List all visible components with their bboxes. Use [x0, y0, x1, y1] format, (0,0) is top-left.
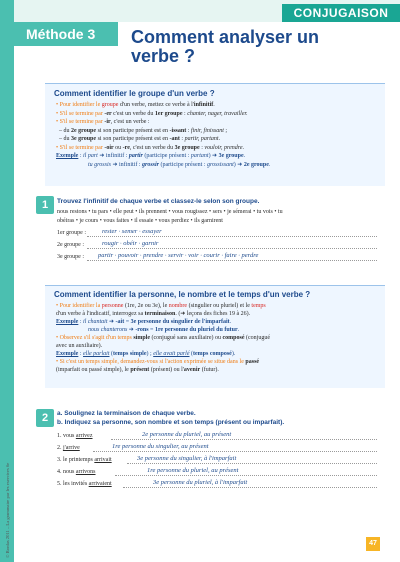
rule-line: avec un auxiliaire). — [56, 343, 103, 349]
rule-box-groupe — [45, 83, 385, 186]
answer-row[interactable] — [57, 253, 377, 262]
answer-row[interactable] — [57, 456, 377, 465]
handwritten-answer: rester · semer · essayer — [102, 228, 162, 235]
handwritten-answer: 3e personne du pluriel, à l'imparfait — [153, 479, 248, 486]
exercise-number: 1 — [36, 196, 54, 214]
answer-label: 3e groupe : — [57, 254, 84, 260]
answer-label: 1. vous arrivez — [57, 433, 93, 439]
rule-line: • Pour identifier le groupe d'un verbe, mettez ce verbe à l'infinitif. — [56, 102, 215, 108]
answer-row[interactable] — [57, 444, 377, 453]
handwritten-answer: 1re personne du singulier, au présent — [112, 443, 209, 450]
exercise-text-line: obéiras • je cours • vous faites • il essaie • vous perdiez • ils garnirent — [57, 217, 223, 224]
method-label: Méthode 3 — [26, 26, 96, 42]
answer-row[interactable] — [57, 480, 377, 489]
rule-line: • Si c'est un temps simple, demandez-vous si l'action exprimée se situe dans le passé — [56, 359, 260, 365]
exercise-title-a: a. Soulignez la terminaison de chaque verbe. — [57, 410, 196, 417]
handwritten-answer: 2e personne du pluriel, au présent — [142, 431, 232, 438]
answer-label: 5. les invités arrivaient — [57, 481, 112, 487]
answer-label: 4. nous arrivons — [57, 469, 96, 475]
answer-row[interactable] — [57, 241, 377, 250]
section-tag: CONJUGAISON — [282, 4, 400, 22]
answer-label: 2. j'arrive — [57, 445, 80, 451]
handwritten-answer: 1re personne du pluriel, au présent — [147, 467, 239, 474]
copyright-note: © Bordas 2011 – La grammaire par les exercices 6e — [5, 462, 10, 558]
rule-line: d'un verbe à l'indicatif, interrogez sa terminaison. (➜ leçons des fiches 19 à 26). — [56, 311, 251, 317]
rule-line: • Pour identifier la personne (1re, 2e ou 3e), le nombre (singulier ou pluriel) et le temps — [56, 303, 266, 309]
rule-line: • S'il se termine par -oir ou -re, c'est un verbe du 3e groupe : vouloir, prendre. — [56, 144, 245, 151]
rule-example: Exemple : elle parlait (temps simple) ; elle avait parlé (temps composé). — [56, 351, 236, 357]
answer-row[interactable] — [57, 229, 377, 238]
rule-title: Comment identifier la personne, le nombre et le temps d'un verbe ? — [54, 290, 311, 299]
rule-line: (imparfait ou passé simple), le présent (présent) ou l'avenir (futur). — [56, 367, 219, 373]
answer-label: 2e groupe : — [57, 242, 84, 248]
page-number: 47 — [366, 537, 380, 551]
page-title: Comment analyser un verbe ? — [131, 27, 320, 66]
handwritten-answer: partir · pouvoir · prendre · servir · voir · courir · faire · perdre — [98, 252, 259, 259]
exercise-text — [57, 208, 387, 225]
rule-line: • S'il se termine par -ir, c'est un verbe : — [56, 119, 150, 125]
exercise-text-line: nous restons • tu pars • elle peut • ils prennent • vous rougissez • sers • je sémerai • tu vois • tu — [57, 209, 283, 215]
rule-title: Comment identifier le groupe d'un verbe ? — [54, 89, 215, 98]
handwritten-answer: rougir · obéir · garnir — [102, 240, 159, 247]
exercise-title: Trouvez l'infinitif de chaque verbe et classez-le selon son groupe. — [57, 198, 260, 205]
rule-line: • S'il se termine par -er c'est un verbe du 1er groupe : chanter, nager, travailler. — [56, 110, 248, 117]
answer-row[interactable] — [57, 432, 377, 441]
rule-example: tu grossis ➜ infinitif : grossir (participe présent : grossissant) ➜ 2e groupe. — [88, 161, 271, 168]
rule-example: Exemple : il part ➜ infinitif : partir (participe présent : partant) ➜ 3e groupe. — [56, 153, 246, 159]
rule-line: – du 3e groupe si son participe présent est en -ant : partir, partant. — [59, 136, 221, 142]
rule-line: – du 2e groupe si son participe présent est en -issant : finir, finissant ; — [59, 127, 228, 134]
exercise-title-b: b. Indiquez sa personne, son nombre et son temps (présent ou imparfait). — [57, 419, 285, 426]
answer-label: 3. le printemps arrivait — [57, 457, 112, 463]
answer-row[interactable] — [57, 468, 377, 477]
rule-example: Exemple : il chantait ➜ -ait = 3e personne du singulier de l'imparfait. — [56, 319, 232, 325]
handwritten-answer: 3e personne du singulier, à l'imparfait — [137, 455, 237, 462]
rule-body — [56, 101, 382, 169]
exercise-number: 2 — [36, 409, 54, 427]
answer-label: 1er groupe : — [57, 230, 86, 236]
rule-example: nous chanterons ➜ -rons = 1re personne du pluriel du futur. — [88, 327, 240, 333]
rule-box-personne — [45, 285, 385, 388]
rule-line: • Observez s'il s'agit d'un temps simple (conjugué sans auxiliaire) ou composé (conjugué — [56, 335, 270, 341]
rule-body — [56, 302, 382, 374]
